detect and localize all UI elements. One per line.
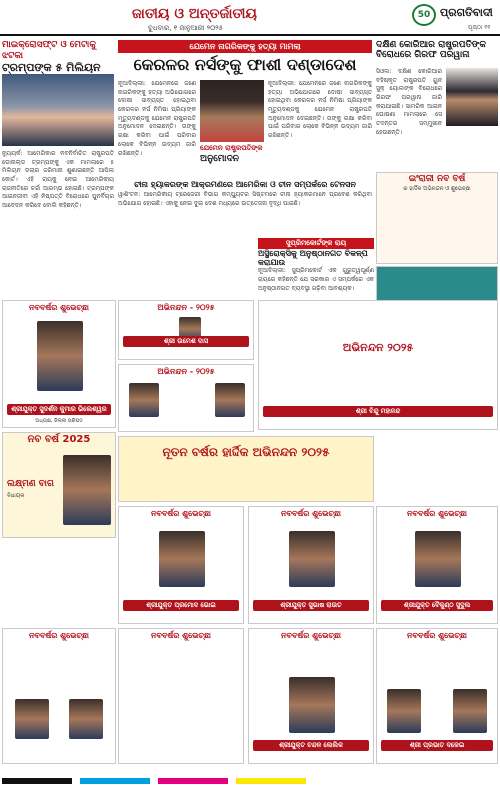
greeting-ad-title: ନବବର୍ଷର ଶୁଭେଚ୍ଛା [28,303,90,312]
greeting-ad-name: ଶ୍ରୀଯୁକ୍ତ ସୁଦର୍ଶନ କୁମାର ଭିଲେଶ୍ୱର [7,404,111,415]
dateline: ବୁଧବାର, ୧ ଜାନୁଆରୀ ୨୦୨୫ [148,24,224,32]
nabarsa-photo [63,455,111,525]
greeting-ad-5 [2,628,116,764]
greeting-ad-photo [37,321,83,391]
trump-photo [2,74,114,146]
lakhman-sub: ବିଧାୟକ [7,493,25,499]
greeting-ad-2-photo [159,531,205,587]
center-story-kicker: ଯେମେନ ନାଗରିକଙ୍କୁ ହତ୍ୟା ମାମଲା [118,40,372,53]
nurse-caption-sub: ଅନୁମୋଦନ [200,154,239,164]
abhinandan-ad-2-title: ଅଭିନନ୍ଦନ - ୨୦୨୫ [157,367,215,376]
greeting-ad-1 [2,300,116,428]
section-title: ଜାତୀୟ ଓ ଅନ୍ତର୍ଜାତୀୟ [132,6,257,22]
greeting-ad-6 [118,628,244,764]
page-number: ପୃଷ୍ଠା ୧୧ [468,24,491,31]
greeting-ad-sub: ଅଧ୍ୟକ୍ଷ, ଜିଲ୍ଲା ପରିଷଦ [35,418,83,424]
left-story [2,40,114,298]
abhinandan-ad-1-title: ଅଭିନନ୍ଦନ - ୨୦୨୫ [157,303,215,312]
abhinandan-ad-2 [118,364,254,432]
left-story-kicker: ମାଇକ୍ରୋସଫ୍ଟ ଓ ମେଟାକୁ ଝଟକା [2,40,96,61]
korea-president-photo [446,68,498,126]
right-story-body: ସିଓଲ: ଦକ୍ଷିଣ କୋରିଆର ବହିଷ୍କୃତ ରାଷ୍ଟ୍ରପତି ୟୁନ ସୁକ୍ ୟୋଲଙ୍କ ବିରୋଧରେ ଗିରଫ ପରୱାନା ଜାରି କରାଯାଇଛି। ସାମରିକ ଆଇନ ଘୋଷଣା ମାମଲାରେ ସେ ତଦନ୍ତର ସମ୍ମୁଖୀନ ହେଉଛନ୍ତି। [376,68,442,136]
greeting-ad-7 [248,628,374,764]
greeting-ad-7-title: ନବବର୍ଷର ଶୁଭେଚ୍ଛା [280,631,342,640]
greeting-ad-2-title: ନବବର୍ଷର ଶୁଭେଚ୍ଛା [150,509,212,518]
right-story-headline: ଦକ୍ଷିଣ କୋରିଆର ରାଷ୍ଟ୍ରପତିଙ୍କ ବିରୋଧରେ ଗିରଫ ପରୱାନା [376,40,486,61]
right-banner-sub: ର ହାର୍ଦ୍ଦିକ ଅଭିନନ୍ଦନ ଓ ଶୁଭେଚ୍ଛା [403,186,471,192]
greeting-ad-8 [376,628,498,764]
print-bar-yellow [236,778,306,784]
mid-story [258,238,374,298]
center-story-body: ନୂଆଦିଲ୍ଲୀ: ଯେମେନରେ ଜଣେ ନାଗରିକଙ୍କୁ ହତ୍ୟା ଅଭିଯୋଗରେ ଦୋଷୀ ସାବ୍ୟସ୍ତ ହୋଇଥିବା କେରଳର ନର୍ସ ନିମିଷା ପ୍ରିୟାଙ୍କ ମୃତ୍ୟୁଦଣ୍ଡକୁ ଯେମେନ ରାଷ୍ଟ୍ରପତି ଅନୁମୋଦନ ଦେଇଛନ୍ତି। ତାଙ୍କୁ ରକ୍ଷା କରିବା ପାଇଁ ପରିବାର ଲୋକେ ବିଭିନ୍ନ ଉଦ୍ୟମ ଜାରି ରଖିଛନ୍ତି। [118,80,196,157]
nurse-caption-title: ଯେମେନ ରାଷ୍ଟ୍ରପତିଙ୍କ [200,144,263,152]
abhinandan-big-name: ଶ୍ରୀ ବିନ୍ଦୁ ମହାନନ୍ଦ [263,406,493,417]
greeting-ad-8-name: ଶ୍ରୀ ପ୍ରଭାତ ଦଳେଇ [381,740,493,751]
wide-story-body: ୱାଶିଂଟନ: ଆମେରିକୀୟ ଟ୍ରେଜେରୀ ବିଭାଗ କମ୍ପ୍ୟୁଟର ସିଷ୍ଟମରେ ଚୀନା ହ୍ୟାକରମାନେ ପ୍ରବେଶ କରିଥିବା ଅଭିଯୋଗ ହୋଇଛି। ଏହାକୁ ନେଇ ଦୁଇ ଦେଶ ମଧ୍ୟରେ ଉତ୍ତେଜନା ବୃଦ୍ଧି ପାଇଛି। [118,191,372,207]
new-year-ad-title: ନୂତନ ବର୍ଷର ହାର୍ଦ୍ଦିକ ଅଭିନନ୍ଦନ ୨୦୨୫ [162,445,330,459]
greeting-ad-4-title: ନବବର୍ଷର ଶୁଭେଚ୍ଛା [406,509,468,518]
abhinandan-ad-1 [118,300,254,360]
nabarsa-title: ନବ ବର୍ଷ 2025 [27,434,91,445]
left-story-headline: ଟ୍ରମ୍ପଙ୍କ ୫ ମିଲିୟନ [2,60,101,74]
wide-story [118,180,372,236]
center-story-headline: କେରଳର ନର୍ସଙ୍କୁ ଫାଶୀ ଦଣ୍ଡାଦେଶ [133,55,357,74]
print-bar-black [2,778,72,784]
greeting-ad-5-title: ନବବର୍ଷର ଶୁଭେଚ୍ଛା [28,631,90,640]
abhinandan-ad-1-name: ଶ୍ରୀ ଉମେଶ ଦାସ [123,336,249,347]
left-story-body: ନ୍ୟୁୟର୍କ: ଆମେରିକାର ନବନିର୍ବାଚିତ ରାଷ୍ଟ୍ରପତି ଡୋନାଲ୍ଡ ଟ୍ରମ୍ପଙ୍କୁ ଏକ ମାମଲାରେ ୫ ମିଲିୟନ ଡଲାର ଜରିମାନା ଶୁଣାଇଛନ୍ତି ଆପିଲ କୋର୍ଟ। ଏହି ରାୟକୁ ନେଇ ଆମେରିକୀୟ ରାଜନୀତିରେ ଚର୍ଚ୍ଚା ଆରମ୍ଭ ହୋଇଛି। ଟ୍ରମ୍ପଙ୍କ ଆଇନଜୀବୀ ଏହି ନିଷ୍ପତ୍ତି ବିରୋଧରେ ପୁନର୍ବିଚାର ଆବେଦନ କରିବେ ବୋଲି କହିଛନ୍ତି। [2,150,114,210]
print-bar-cyan [80,778,150,784]
right-banner-ad [376,172,498,264]
greeting-ad-5-photo-a [15,699,49,739]
abhinandan-ad-2-photo-a [129,383,159,417]
print-bar-magenta [158,778,228,784]
greeting-ad-4 [376,506,498,624]
mid-story-body: ନୂଆଦିଲ୍ଲୀ: ସୁପ୍ରିମକୋର୍ଟ ଏକ ଗୁରୁତ୍ୱପୂର୍ଣ୍ଣ ରାୟରେ କହିଛନ୍ତି ଯେ ସରକାର ଏ ସମ୍ପର୍କରେ ଏକ ଅନୁଷ୍ଠାନଗତ ବ୍ୟବସ୍ଥା ଗଢ଼ିବା ଆବଶ୍ୟକ। [258,267,374,292]
nabarsa-ad [2,432,116,538]
greeting-ad-5-photo-b [69,699,103,739]
greeting-ad-2-name: ଶ୍ରୀଯୁକ୍ତ ପ୍ରମୋଦ ଭୋଇ [123,600,239,611]
greeting-ad-3-title: ନବବର୍ଷର ଶୁଭେଚ୍ଛା [280,509,342,518]
masthead [0,0,500,36]
mid-story-headline: ଅସ୍ଥିରୋକ୍ସିକୁ ଅନୁଷ୍ଠାନଗତ ବିକଳ୍ପ କରାଯାଉ [258,249,368,268]
mid-story-kicker: ସୁପ୍ରିମକୋର୍ଟଙ୍କ ରାୟ [258,238,374,249]
greeting-ad-8-title: ନବବର୍ଷର ଶୁଭେଚ୍ଛା [406,631,468,640]
anniversary-logo: 50 [412,4,436,26]
lakhman-name: ଲକ୍ଷ୍ମଣ ବାଗ [7,479,54,489]
wide-story-headline: ଚୀନା ହ୍ୟାକରଙ୍କ ଆକ୍ରମଣରେ ଆମେରିକା ଓ ଚୀନ ସମ୍ପର୍କରେ ଟେନସନ [134,180,356,189]
newspaper-brand: ପ୍ରଗତିବାଦୀ [440,6,493,19]
greeting-ad-3-name: ଶ୍ରୀଯୁକ୍ତ ସୁଭାଷ ରାଉତ [253,600,369,611]
new-year-ad [118,436,374,502]
greeting-ad-4-name: ଶ୍ରୀଯୁକ୍ତ ବୈକୁଣ୍ଠ ସୁଦୁଲ [381,600,493,611]
greeting-ad-3 [248,506,374,624]
nurse-photo [200,80,264,142]
greeting-ad-7-photo [289,677,335,733]
greeting-ad-8-photo-a [387,689,421,733]
abhinandan-big-ad [258,300,498,430]
greeting-ad-7-name: ଶ୍ରୀଯୁକ୍ତ ଚନ୍ଦନ ଲେଲିକ [253,740,369,751]
greeting-ad-8-photo-b [453,689,487,733]
center-story [118,40,372,178]
right-story [376,40,498,170]
greeting-ad-2 [118,506,244,624]
abhinandan-ad-2-photo-b [215,383,245,417]
greeting-ad-6-title: ନବବର୍ଷର ଶୁଭେଚ୍ଛା [150,631,212,640]
right-banner-title: ଇଂରାଜୀ ନବ ବର୍ଷ [408,174,466,184]
greeting-ad-3-photo [289,531,335,587]
greeting-ad-4-photo [415,531,461,587]
center-story-body-cont: ନୂଆଦିଲ୍ଲୀ: ଯେମେନରେ ଜଣେ ନାଗରିକଙ୍କୁ ହତ୍ୟା ଅଭିଯୋଗରେ ଦୋଷୀ ସାବ୍ୟସ୍ତ ହୋଇଥିବା କେରଳର ନର୍ସ ନିମିଷା ପ୍ରିୟାଙ୍କ ମୃତ୍ୟୁଦଣ୍ଡକୁ ଯେମେନ ରାଷ୍ଟ୍ରପତି ଅନୁମୋଦନ ଦେଇଛନ୍ତି। ତାଙ୍କୁ ରକ୍ଷା କରିବା ପାଇଁ ପରିବାର ଲୋକେ ବିଭିନ୍ନ ଉଦ୍ୟମ ଜାରି ରଖିଛନ୍ତି। [268,80,372,140]
abhinandan-big-title: ଅଭିନନ୍ଦନ ୨୦୨୫ [342,341,414,354]
